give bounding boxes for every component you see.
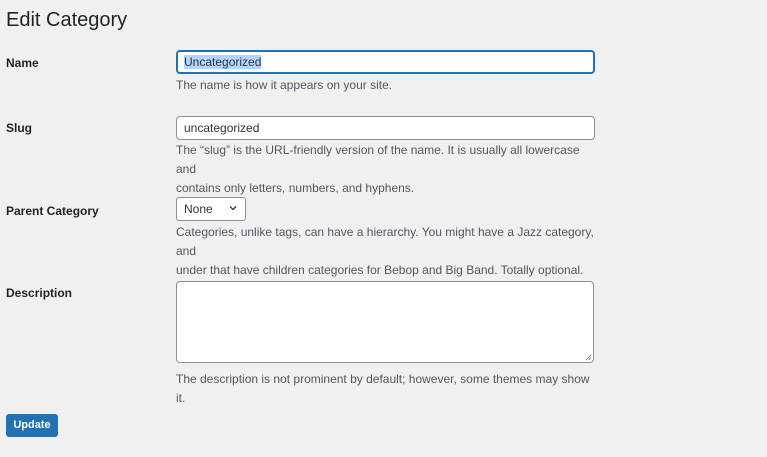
update-button[interactable]: Update — [6, 414, 58, 437]
slug-description — [176, 141, 596, 198]
page-title: Edit Category — [6, 9, 128, 31]
description-textarea[interactable] — [176, 281, 594, 363]
name-input[interactable] — [176, 50, 595, 74]
slug-input-value: uncategorized — [184, 121, 260, 135]
description-label: Description — [6, 286, 73, 300]
slug-input[interactable] — [176, 116, 595, 140]
parent-category-selected: None — [184, 202, 213, 216]
resize-grip-icon[interactable] — [585, 354, 592, 361]
slug-description-line-2: contains only letters, numbers, and hyphens. — [176, 181, 415, 195]
chevron-down-icon — [228, 203, 238, 213]
name-label: Name — [6, 56, 39, 70]
slug-description-line-1: The “slug” is the URL-friendly version of the name. It is usually all lowercase and — [176, 143, 580, 176]
parent-category-label: Parent Category — [6, 204, 99, 218]
description-help: The description is not prominent by default; however, some themes may show it. — [176, 372, 590, 405]
slug-label: Slug — [6, 121, 32, 135]
parent-category-description — [176, 223, 596, 280]
parent-description-line-2: under that have children categories for Bebop and Big Band. Totally optional. — [176, 263, 584, 277]
name-description: The name is how it appears on your site. — [176, 78, 393, 92]
name-input-value: Uncategorized — [184, 55, 262, 69]
parent-category-select[interactable] — [176, 197, 246, 221]
parent-description-line-1: Categories, unlike tags, can have a hierarchy. You might have a Jazz category, and — [176, 225, 594, 258]
